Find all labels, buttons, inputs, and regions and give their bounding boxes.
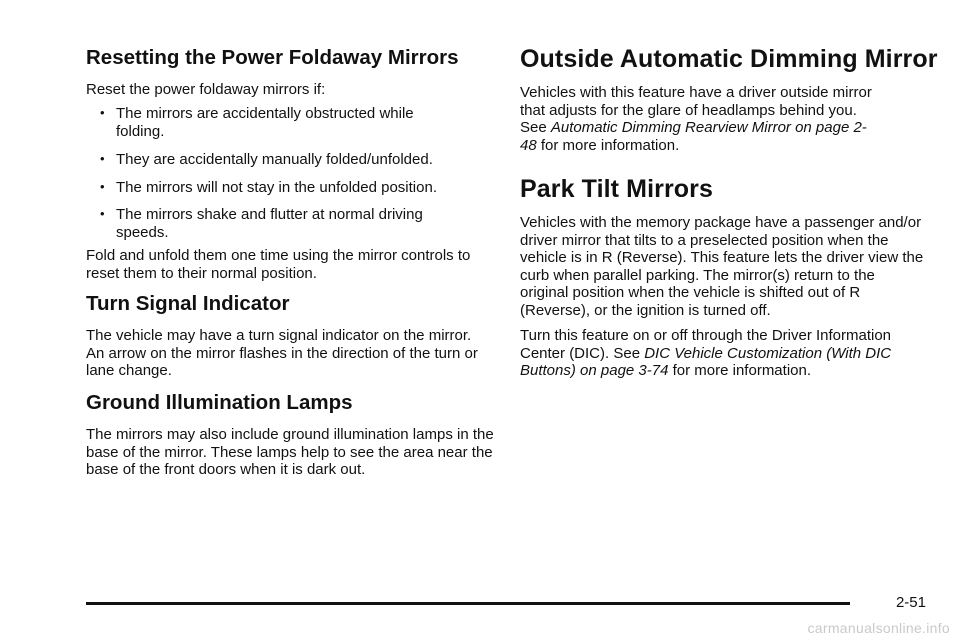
park-tilt-dic-paragraph: [520, 327, 930, 380]
bullet-text: The mirrors will not stay in the unfolded position.: [116, 178, 437, 196]
bullet-text: They are accidentally manually folded/unfolded.: [116, 151, 433, 169]
turn-signal-heading: Turn Signal Indicator: [86, 292, 290, 315]
dimming-cross-reference[interactable]: Automatic Dimming Rearview Mirror on page 2-48: [520, 119, 867, 154]
foldaway-bullet-list: [86, 105, 466, 242]
dimming-body-text: Vehicles with this feature have a driver outside mirror that adjusts for the glare of headlamps behind you. See: [520, 84, 872, 137]
bullet-icon: •: [100, 105, 105, 120]
foldaway-heading: Resetting the Power Foldaway Mirrors: [86, 46, 459, 69]
dimming-body-tail: for more information.: [536, 136, 680, 154]
park-tilt-heading: Park Tilt Mirrors: [520, 175, 713, 203]
park-tilt-dic-tail: for more information.: [668, 362, 812, 380]
ground-lamps-body: The mirrors may also include ground illumination lamps in the base of the mirror. These lamps help to see the area near the base of the front doors when it is dark out.: [86, 426, 494, 479]
list-item: [86, 151, 486, 169]
bullet-icon: •: [100, 151, 105, 167]
bullet-icon: •: [100, 178, 105, 194]
list-item: [86, 206, 461, 241]
page-number: 2-51: [895, 594, 926, 611]
footer-divider: [86, 602, 850, 605]
foldaway-closing: Fold and unfold them one time using the mirror controls to reset them to their normal position.: [86, 247, 471, 282]
park-tilt-body: Vehicles with the memory package have a passenger and/or driver mirror that tilts to a preselected position when the vehicle is in R (Reverse). This feature lets the driver view the curb when parallel parking. The mirror(s) return to the original position when the vehicle is shifted out of R (Reverse), or the ignition is turned off.: [520, 214, 924, 319]
dimming-body: [520, 84, 880, 154]
foldaway-intro: Reset the power foldaway mirrors if:: [86, 81, 326, 98]
park-tilt-cross-reference[interactable]: DIC Vehicle Customization (With DIC Buttons) on page 3-74: [520, 344, 892, 380]
list-item: [86, 105, 461, 140]
ground-lamps-heading: Ground Illumination Lamps: [86, 391, 353, 414]
list-item: [86, 179, 486, 197]
dimming-heading: Outside Automatic Dimming Mirror: [520, 45, 938, 73]
watermark: carmanualsonline.info: [807, 620, 950, 636]
turn-signal-body: The vehicle may have a turn signal indicator on the mirror. An arrow on the mirror flashes in the direction of the turn or lane change.: [86, 327, 478, 380]
bullet-icon: •: [100, 206, 105, 222]
bullet-text: The mirrors are accidentally obstructed while folding.: [116, 105, 414, 140]
bullet-text: The mirrors shake and flutter at normal driving speeds.: [116, 206, 423, 241]
park-tilt-dic-text: Turn this feature on or off through the Driver Information Center (DIC). See: [520, 327, 892, 362]
